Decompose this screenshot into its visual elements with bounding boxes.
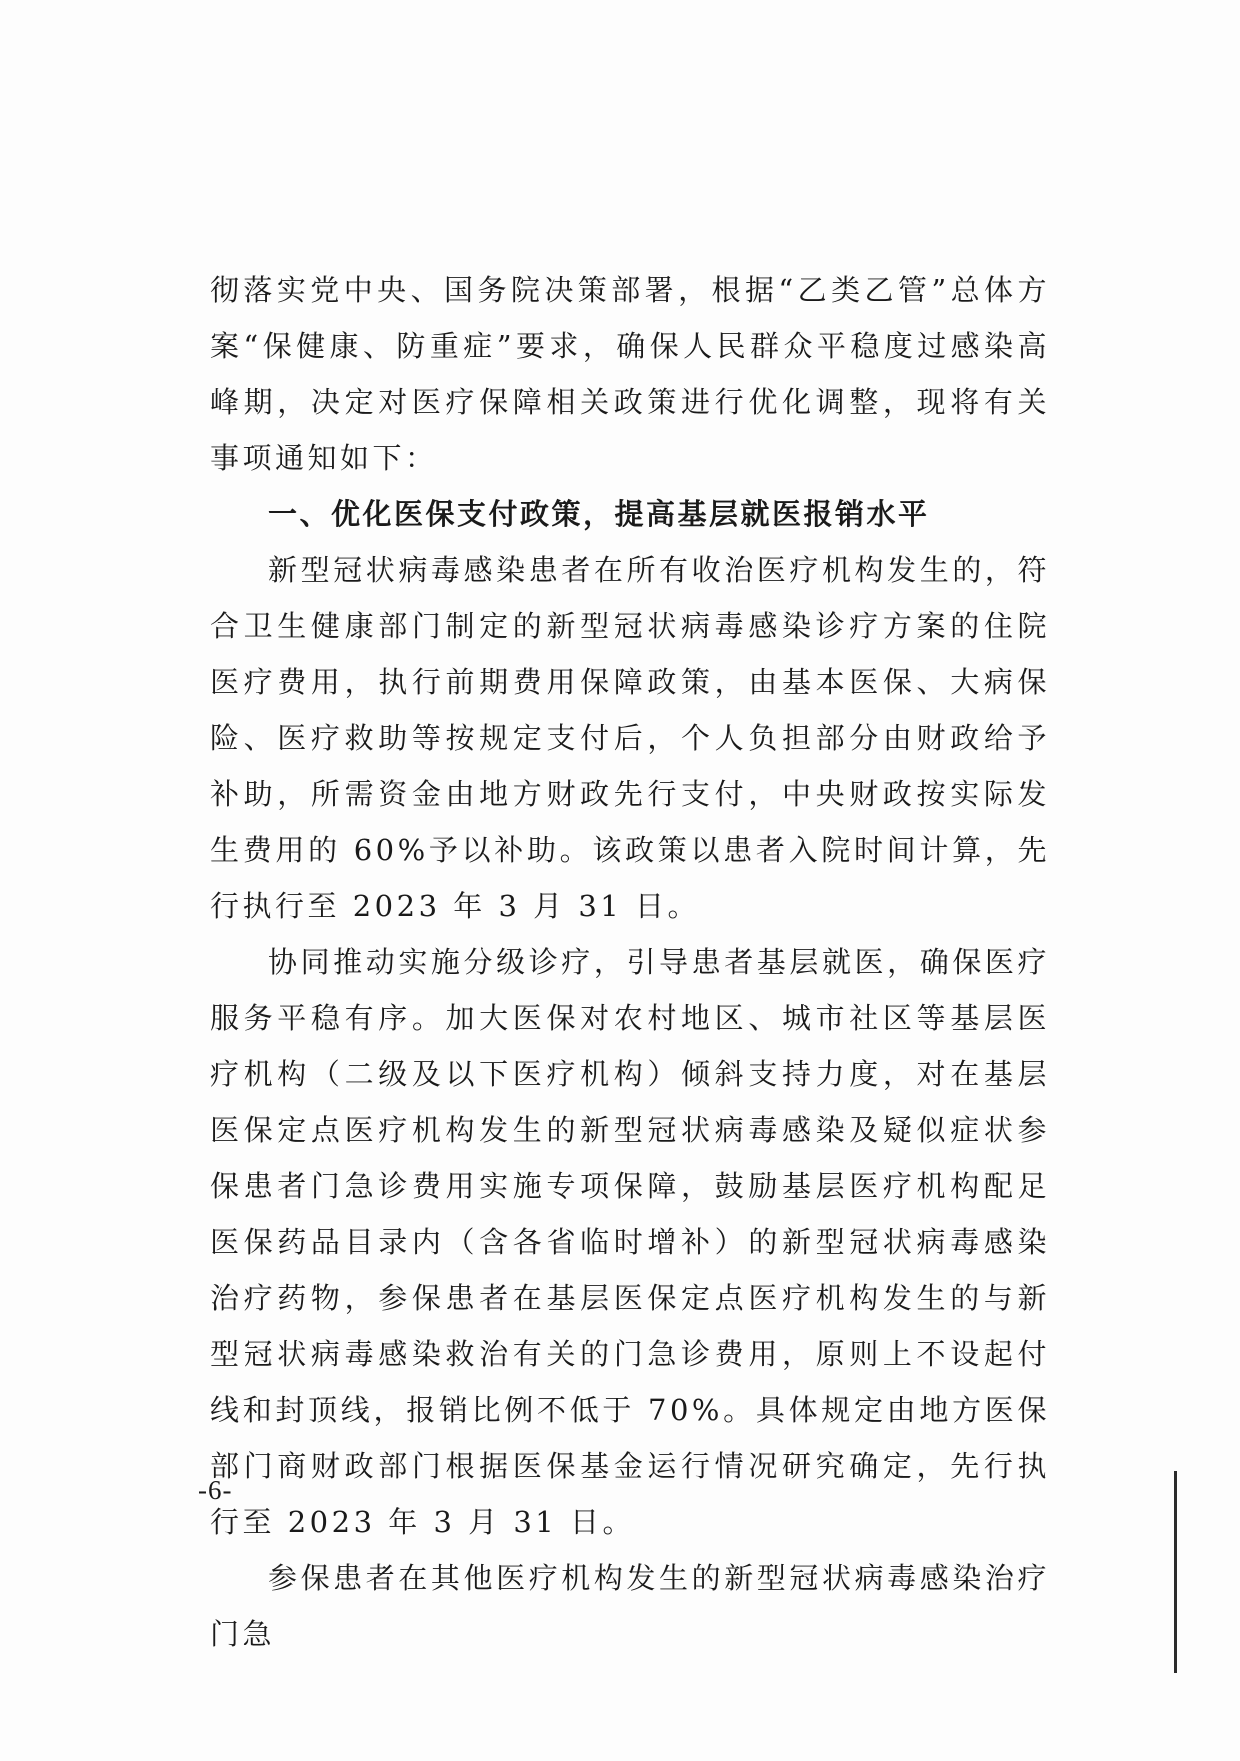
page-number: -6- [198, 1475, 233, 1505]
paragraph-primary-care-policy: 协同推动实施分级诊疗，引导患者基层就医，确保医疗服务平稳有序。加大医保对农村地区、城市社区等基层医疗机构（二级及以下医疗机构）倾斜支持力度，对在基层医保定点医疗机构发生的新型冠状病毒感染及疑似症状参保患者门急诊费用实施专项保障，鼓励基层医疗机构配足医保药品目录内（含各省临时增补）的新型冠状病毒感染治疗药物，参保患者在基层医保定点医疗机构发生的与新型冠状病毒感染救治有关的门急诊费用，原则上不设起付线和封顶线，报销比例不低于 70%。具体规定由地方医保部门商财政部门根据医保基金运行情况研究确定，先行执行至 2023 年 3 月 31 日。 [210, 945, 1050, 1539]
paragraph-continuation: 彻落实党中央、国务院决策部署，根据“乙类乙管”总体方案“保健康、防重症”要求，确保人民群众平稳度过感染高峰期，决定对医疗保障相关政策进行优化调整，现将有关事项通知如下： [210, 273, 1050, 475]
document-body [210, 262, 1050, 1662]
paragraph-inpatient-policy: 新型冠状病毒感染患者在所有收治医疗机构发生的，符合卫生健康部门制定的新型冠状病毒感染诊疗方案的住院医疗费用，执行前期费用保障政策，由基本医保、大病保险、医疗救助等按规定支付后，个人负担部分由财政给予补助，所需资金由地方财政先行支付，中央财政按实际发生费用的 60%予以补助。该政策以患者入院时间计算，先行执行至 2023 年 3 月 31 日。 [210, 553, 1050, 923]
scan-edge-line [1174, 1471, 1177, 1673]
section-heading: 一、优化医保支付政策，提高基层就医报销水平 [268, 497, 930, 531]
paragraph-other-institutions: 参保患者在其他医疗机构发生的新型冠状病毒感染治疗门急 [210, 1561, 1050, 1651]
